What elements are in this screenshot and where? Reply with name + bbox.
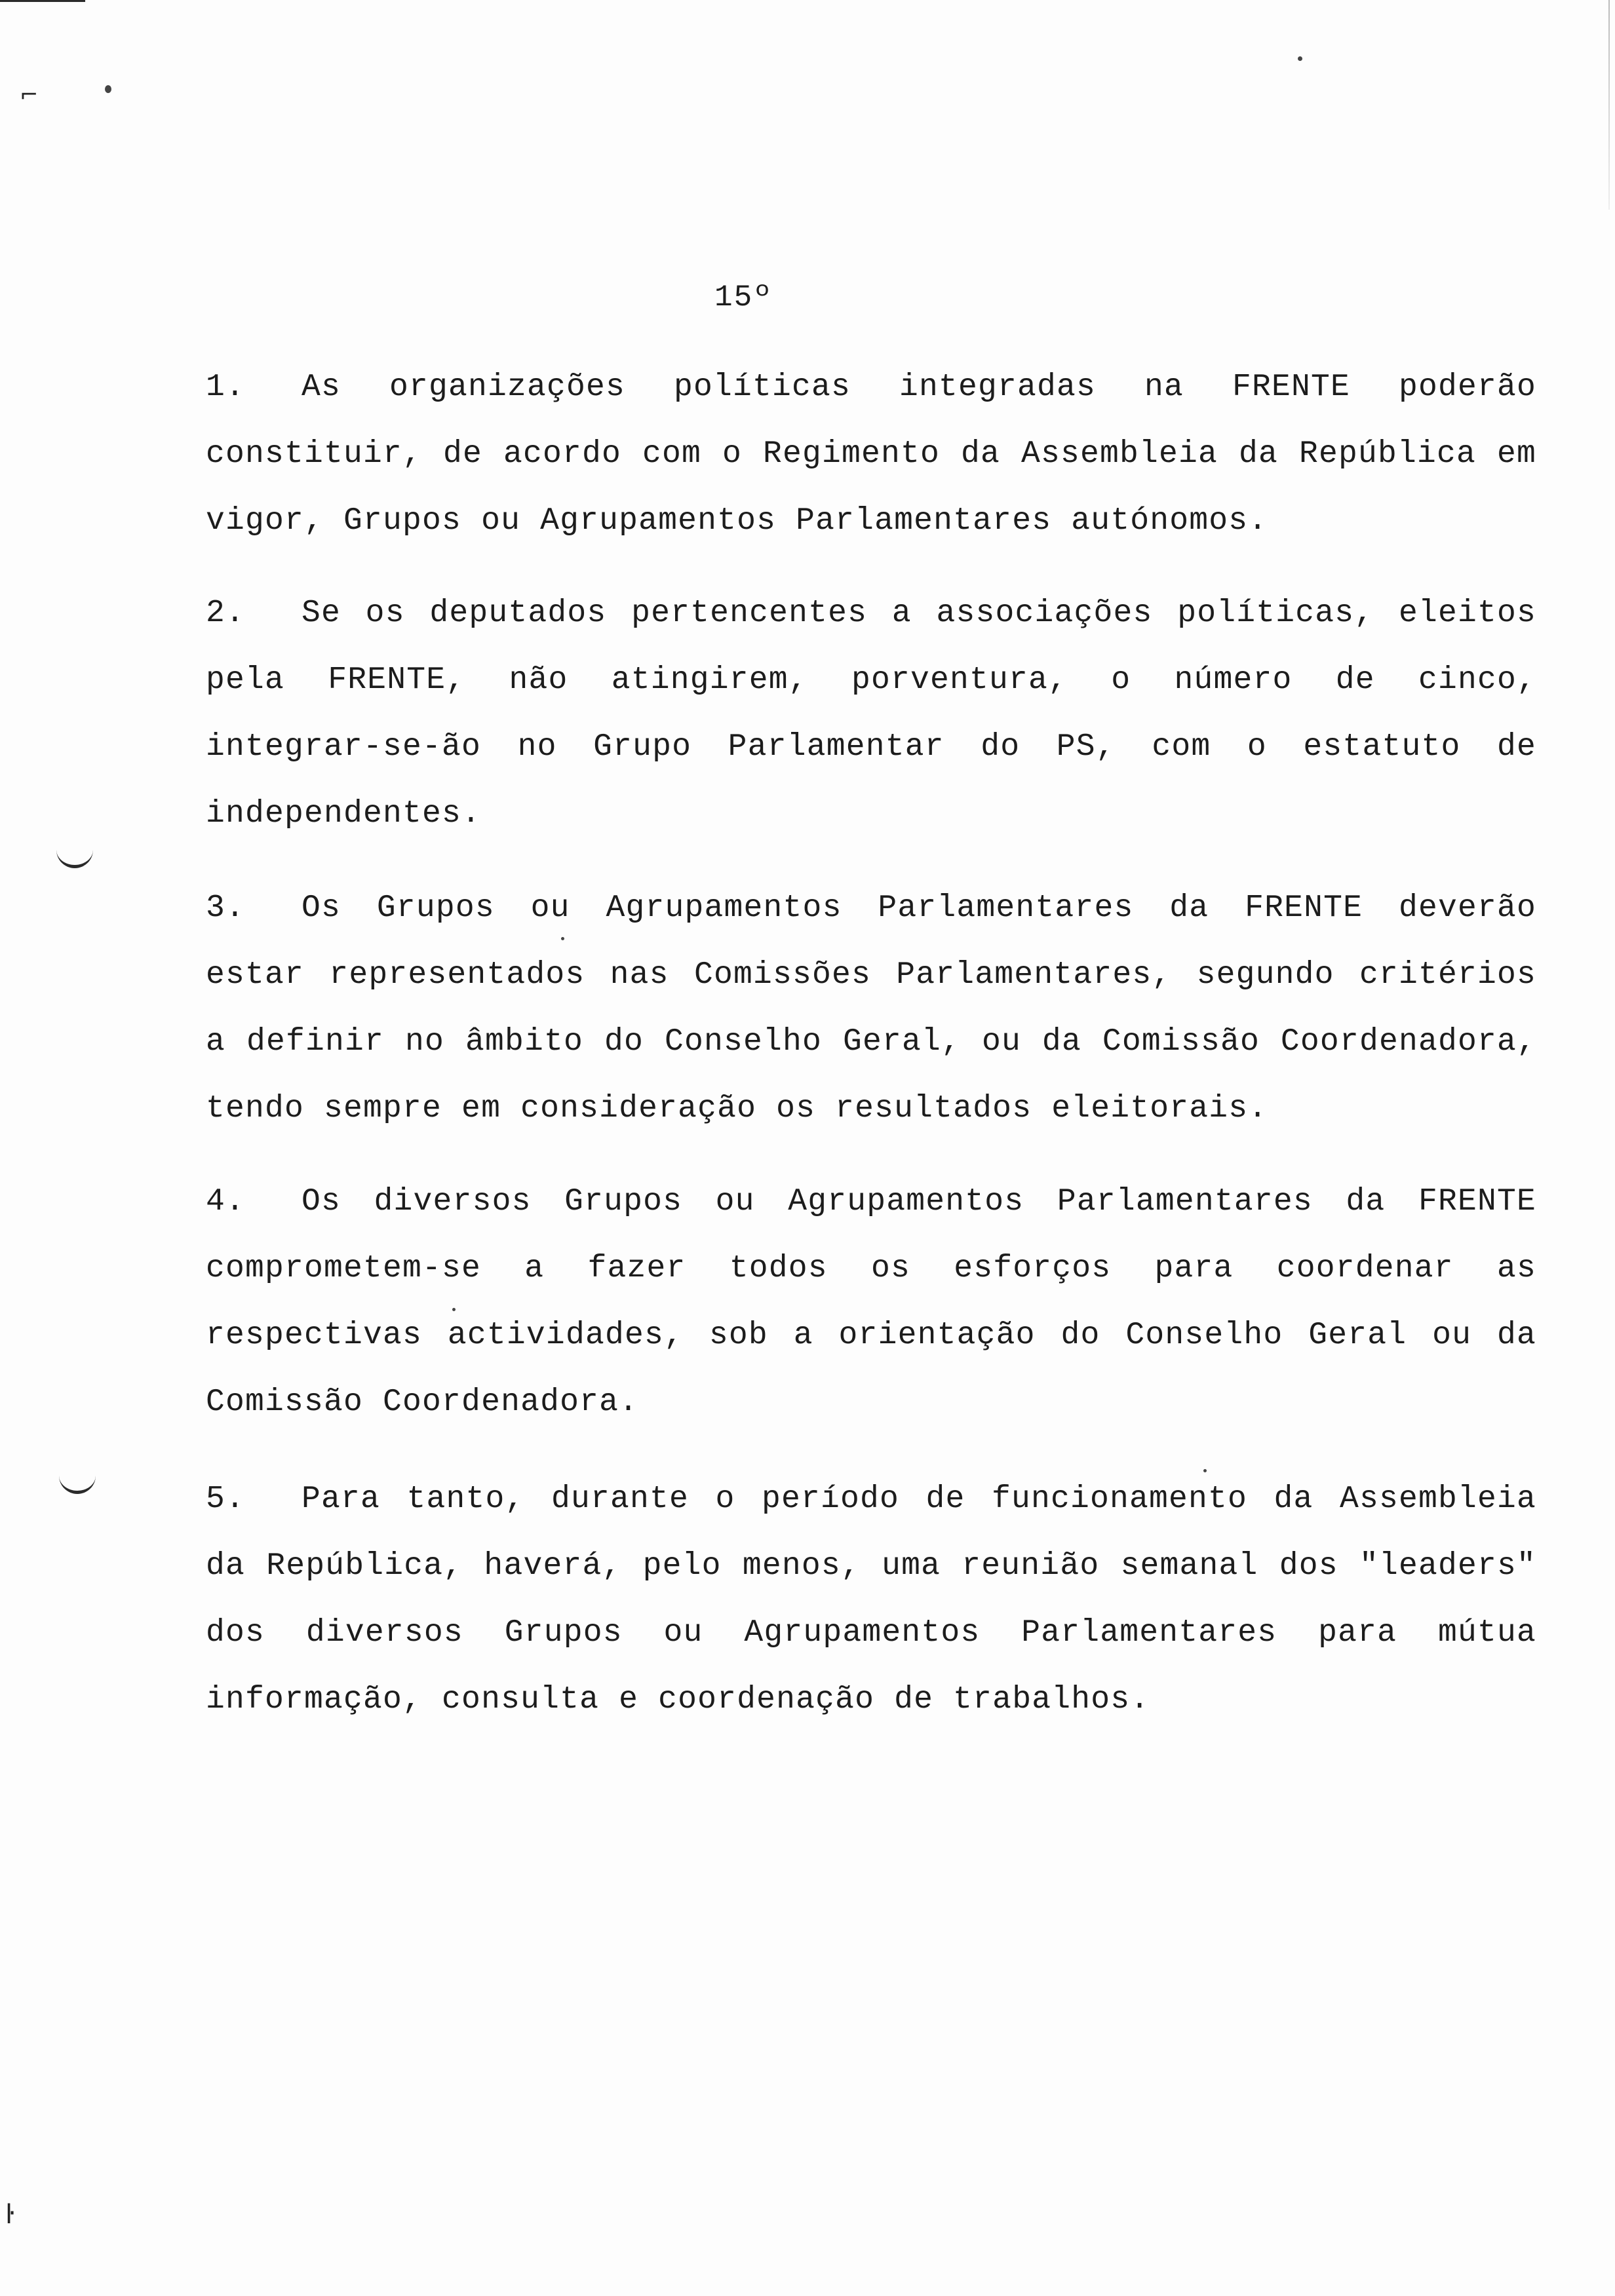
hole-punch-mark-icon [59,1471,96,1494]
paragraph-text: Para tanto, durante o período de funcionamento da Assembleia da República, haverá, pelo menos, uma reunião semanal dos "leaders" dos diversos Grupos ou Agrupamentos Parlamentares para mútua informação, consulta e coordenação de trabalhos. [206,1482,1536,1717]
paragraph-text: Os diversos Grupos ou Agrupamentos Parlamentares da FRENTE comprometem-se a fazer todos os esforços para coordenar as respectivas actividades, sob a orientação do Conselho Geral ou da Comissão Coordenadora. [206,1184,1536,1420]
paragraph-number: 5. [206,1482,246,1517]
paragraph-2 [206,580,1536,847]
paragraph-number: 4. [206,1184,246,1219]
paragraph-number: 2. [206,596,246,631]
paragraph-3 [206,875,1536,1142]
paragraph-text: Os Grupos ou Agrupamentos Parlamentares da FRENTE deverão estar representados nas Comissões Parlamentares, segundo critérios a definir no âmbito do Conselho Geral, ou da Comissão Coordenadora, tendo sempre em consideração os resultados eleitorais. [206,890,1536,1126]
paragraph-5 [206,1466,1536,1733]
scan-mark-bottom-icon: ŀ [5,2200,14,2230]
paragraph-1 [206,354,1536,554]
paragraph-text: Se os deputados pertencentes a associações políticas, eleitos pela FRENTE, não atingirem, porventura, o número de cinco, integrar-se-ão no Grupo Parlamentar do PS, com o estatuto de independentes. [206,596,1536,832]
paragraph-4 [206,1168,1536,1436]
paragraph-text: As organizações políticas integradas na FRENTE poderão constituir, de acordo com o Regimento da Assembleia da República em vigor, Grupos ou Agrupamentos Parlamentares autónomos. [206,370,1536,539]
page-number: 15º [714,280,773,315]
scan-speck [1298,56,1302,61]
top-scan-rule [0,0,85,2]
paragraph-number: 3. [206,890,246,926]
hole-punch-mark-icon [56,845,93,868]
scan-speck [105,85,111,93]
paragraph-number: 1. [206,370,246,405]
scan-mark-corner-icon: ⌐ [20,82,39,108]
right-scan-edge [1608,0,1610,210]
